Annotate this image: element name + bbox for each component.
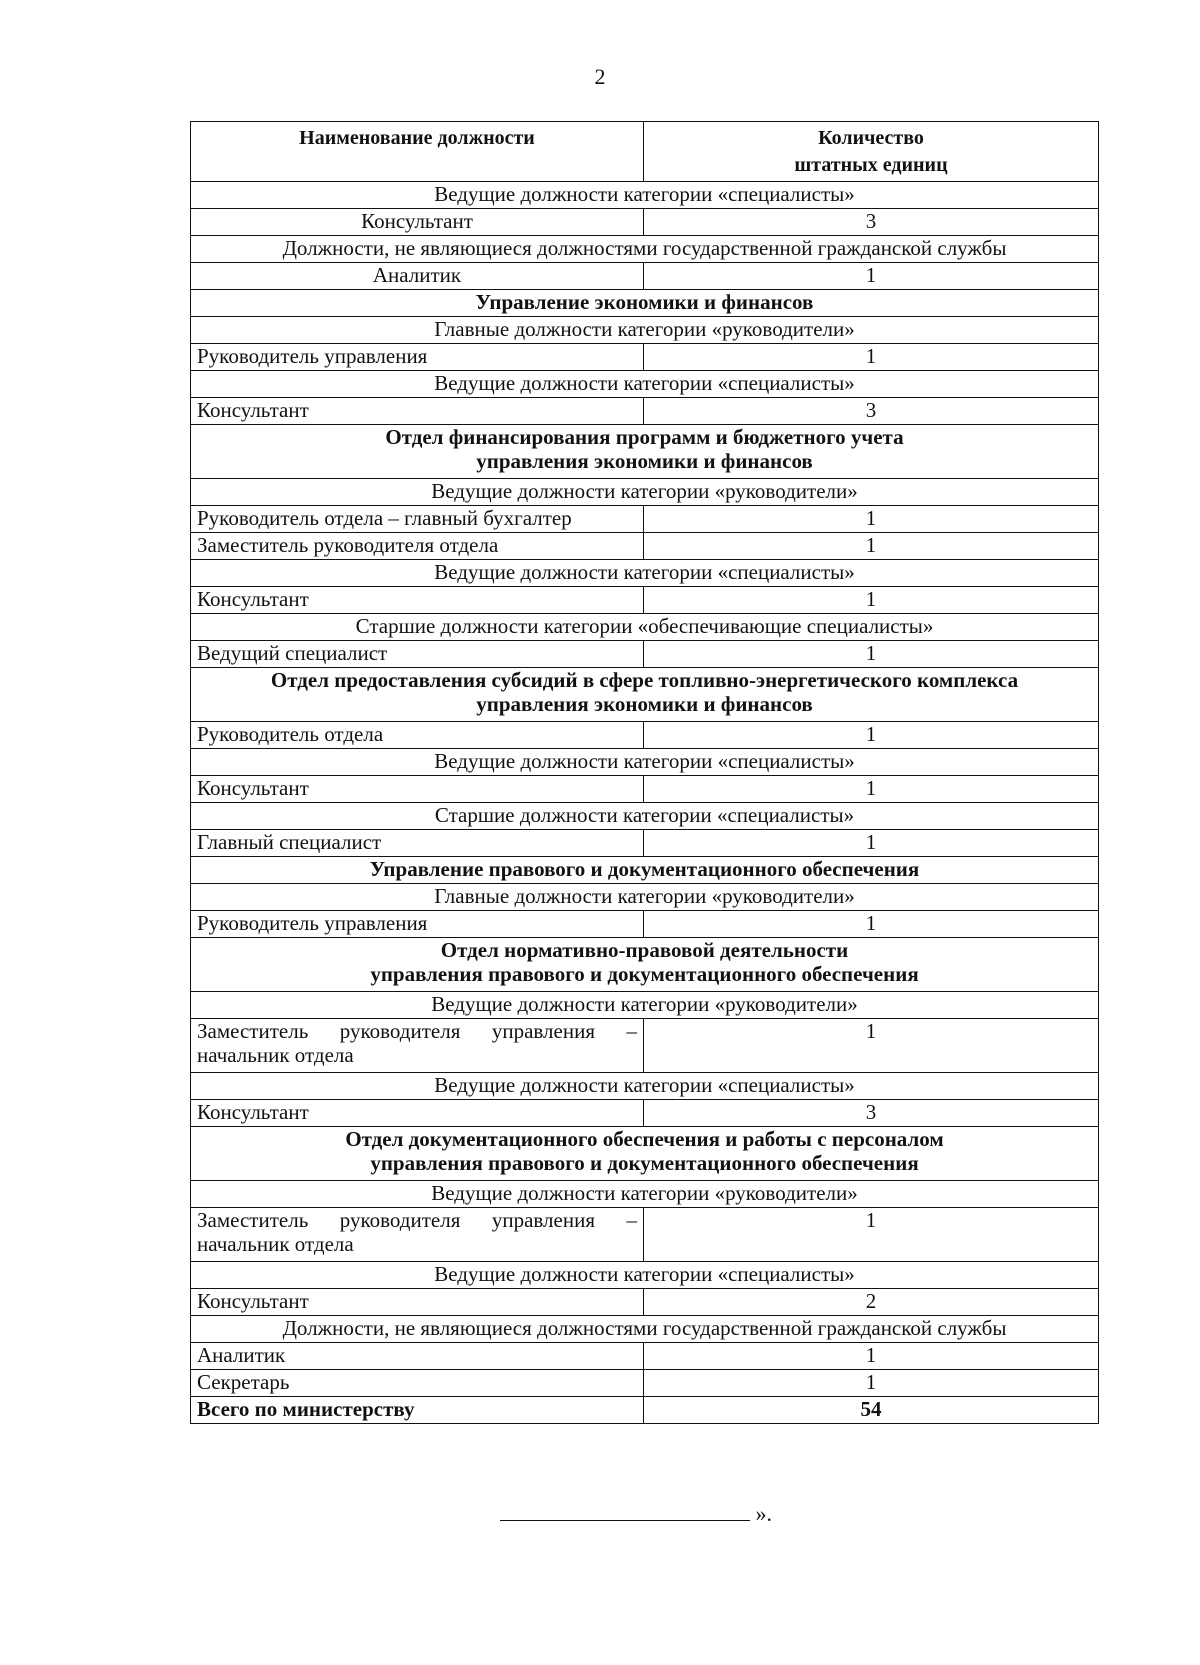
table-row (191, 506, 1099, 533)
category-row (191, 560, 1099, 587)
table-header-row (191, 122, 1099, 182)
department-row (191, 857, 1099, 884)
position-name: Заместитель руководителя управления – начальник отдела (191, 1208, 644, 1262)
position-count: 1 (644, 1019, 1099, 1073)
department-heading-line: управления правового и документационного обеспечения (370, 1151, 919, 1175)
position-count: 1 (644, 830, 1099, 857)
category-row (191, 1316, 1099, 1343)
signature-underline (500, 1500, 750, 1521)
category-row (191, 371, 1099, 398)
position-count: 1 (644, 263, 1099, 290)
category-heading: Ведущие должности категории «руководители» (191, 479, 1099, 506)
column-header-count (644, 122, 1099, 182)
category-row (191, 317, 1099, 344)
position-count: 1 (644, 911, 1099, 938)
position-name: Руководитель отдела – главный бухгалтер (191, 506, 644, 533)
category-heading: Ведущие должности категории «специалисты» (191, 560, 1099, 587)
table-row (191, 398, 1099, 425)
position-name: Консультант (191, 1100, 644, 1127)
department-heading (191, 290, 1099, 317)
department-heading-line: Отдел финансирования программ и бюджетного учета (385, 425, 904, 449)
category-heading: Ведущие должности категории «специалисты» (191, 182, 1099, 209)
table-row (191, 344, 1099, 371)
category-row (191, 614, 1099, 641)
closing-line (500, 1500, 772, 1527)
category-row (191, 749, 1099, 776)
department-row (191, 290, 1099, 317)
position-name: Аналитик (191, 263, 644, 290)
department-heading (191, 668, 1099, 722)
position-count: 54 (644, 1397, 1099, 1424)
table-row (191, 1289, 1099, 1316)
position-name: Консультант (191, 587, 644, 614)
position-name: Консультант (191, 398, 644, 425)
position-name: Консультант (191, 1289, 644, 1316)
position-count: 2 (644, 1289, 1099, 1316)
position-count: 1 (644, 533, 1099, 560)
position-count: 1 (644, 1370, 1099, 1397)
category-row (191, 1262, 1099, 1289)
department-row (191, 1127, 1099, 1181)
position-name: Главный специалист (191, 830, 644, 857)
category-heading: Должности, не являющиеся должностями государственной гражданской службы (191, 236, 1099, 263)
department-heading (191, 1127, 1099, 1181)
position-count: 1 (644, 1208, 1099, 1262)
column-header-count-line2: штатных единиц (794, 154, 948, 176)
category-row (191, 236, 1099, 263)
column-header-position: Наименование должности (191, 122, 644, 182)
category-row (191, 992, 1099, 1019)
table-row (191, 533, 1099, 560)
category-heading: Ведущие должности категории «руководители» (191, 1181, 1099, 1208)
position-count: 1 (644, 722, 1099, 749)
category-heading: Должности, не являющиеся должностями государственной гражданской службы (191, 1316, 1099, 1343)
category-row (191, 803, 1099, 830)
total-row (191, 1397, 1099, 1424)
table-row (191, 1208, 1099, 1262)
position-name: Руководитель отдела (191, 722, 644, 749)
column-header-count-line1: Количество (818, 127, 924, 149)
department-heading (191, 938, 1099, 992)
position-name: Консультант (191, 209, 644, 236)
category-heading: Главные должности категории «руководители» (191, 317, 1099, 344)
position-count: 1 (644, 344, 1099, 371)
department-row (191, 668, 1099, 722)
category-heading: Ведущие должности категории «руководители» (191, 992, 1099, 1019)
position-count: 1 (644, 506, 1099, 533)
table-row (191, 830, 1099, 857)
position-name: Руководитель управления (191, 911, 644, 938)
table-row (191, 1370, 1099, 1397)
department-heading-line: управления экономики и финансов (476, 692, 813, 716)
table-row (191, 209, 1099, 236)
department-row (191, 938, 1099, 992)
position-name: Ведущий специалист (191, 641, 644, 668)
staffing-table (190, 121, 1099, 1424)
category-heading: Главные должности категории «руководители» (191, 884, 1099, 911)
category-row (191, 1181, 1099, 1208)
table-row (191, 587, 1099, 614)
department-heading-line: Отдел предоставления субсидий в сфере топливно-энергетического комплекса (270, 668, 1019, 692)
department-heading-line: управления экономики и финансов (476, 449, 813, 473)
department-heading (191, 857, 1099, 884)
position-count: 1 (644, 776, 1099, 803)
category-heading: Ведущие должности категории «специалисты» (191, 1262, 1099, 1289)
position-count: 3 (644, 398, 1099, 425)
table-body (191, 182, 1099, 1424)
department-heading-line: Управление экономики и финансов (475, 290, 814, 314)
department-heading-line: Отдел документационного обеспечения и работы с персоналом (345, 1127, 944, 1151)
page-number: 2 (594, 64, 606, 89)
table-row (191, 1019, 1099, 1073)
category-row (191, 884, 1099, 911)
position-name: Аналитик (191, 1343, 644, 1370)
category-row (191, 1073, 1099, 1100)
department-heading-line: Отдел нормативно-правовой деятельности (440, 938, 849, 962)
department-heading (191, 425, 1099, 479)
category-heading: Ведущие должности категории «специалисты» (191, 1073, 1099, 1100)
position-name: Всего по министерству (191, 1397, 644, 1424)
table-row (191, 776, 1099, 803)
closing-quote: ». (755, 1501, 772, 1526)
category-row (191, 182, 1099, 209)
category-heading: Старшие должности категории «обеспечивающие специалисты» (191, 614, 1099, 641)
table-row (191, 263, 1099, 290)
department-heading-line: управления правового и документационного обеспечения (370, 962, 919, 986)
table-row (191, 911, 1099, 938)
position-count: 1 (644, 1343, 1099, 1370)
position-name: Заместитель руководителя отдела (191, 533, 644, 560)
department-row (191, 425, 1099, 479)
position-name: Руководитель управления (191, 344, 644, 371)
position-count: 1 (644, 587, 1099, 614)
table-row (191, 1100, 1099, 1127)
table-row (191, 1343, 1099, 1370)
position-count: 3 (644, 209, 1099, 236)
category-row (191, 479, 1099, 506)
table-row (191, 641, 1099, 668)
category-heading: Старшие должности категории «специалисты» (191, 803, 1099, 830)
table-row (191, 722, 1099, 749)
position-count: 3 (644, 1100, 1099, 1127)
position-name: Консультант (191, 776, 644, 803)
category-heading: Ведущие должности категории «специалисты» (191, 371, 1099, 398)
position-name: Заместитель руководителя управления – начальник отдела (191, 1019, 644, 1073)
category-heading: Ведущие должности категории «специалисты» (191, 749, 1099, 776)
position-count: 1 (644, 641, 1099, 668)
position-name: Секретарь (191, 1370, 644, 1397)
department-heading-line: Управление правового и документационного обеспечения (369, 857, 920, 881)
